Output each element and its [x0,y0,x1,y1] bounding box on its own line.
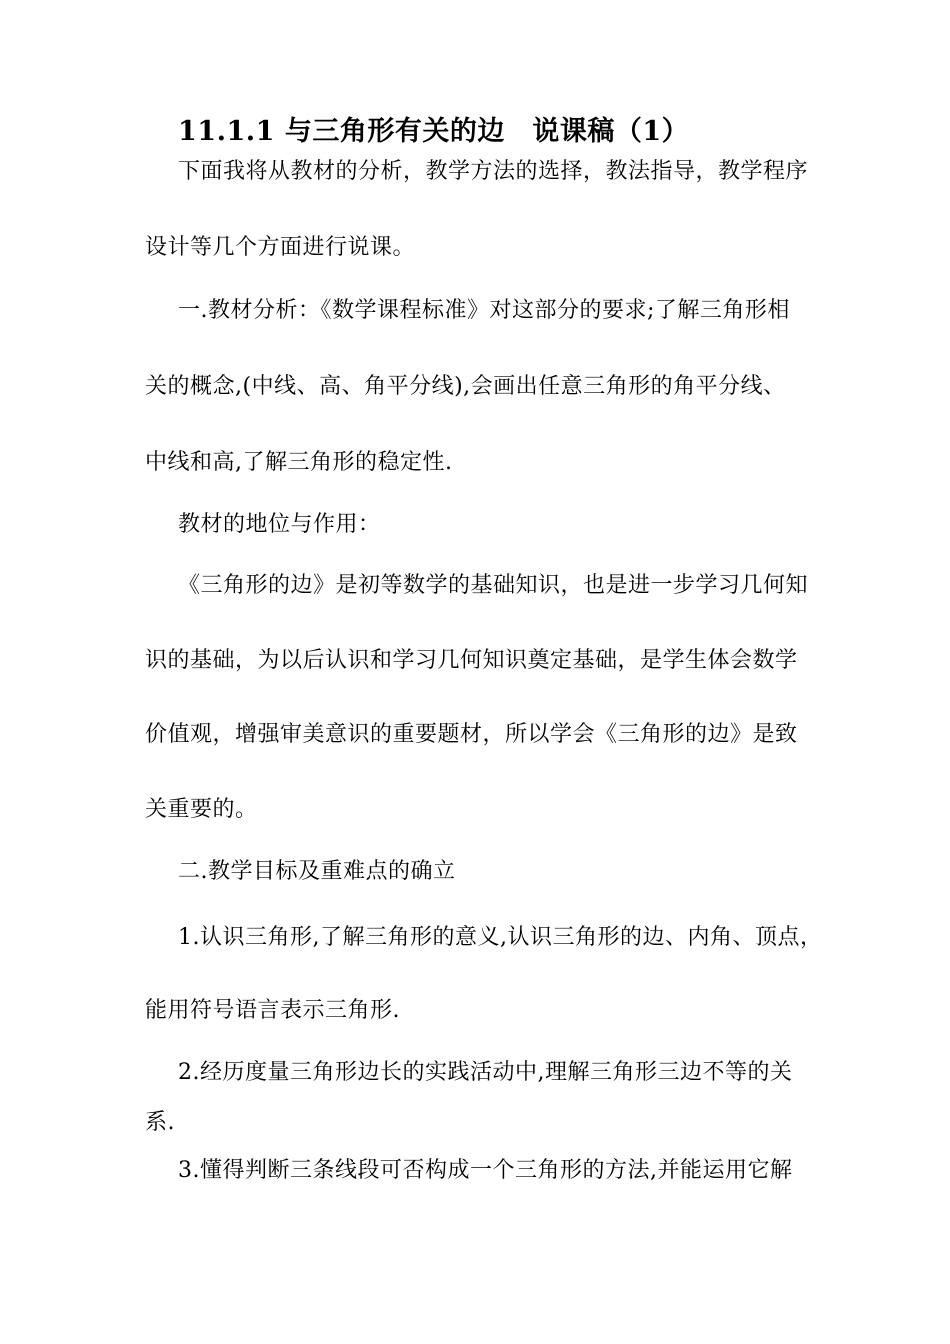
paragraph-line: 价值观，增强审美意识的重要题材，所以学会《三角形的边》是致 [145,722,798,747]
paragraph-line: 下面我将从教材的分析，教学方法的选择，教法指导，教学程序 [178,159,809,184]
paragraph-line: 二.教学目标及重难点的确立 [178,859,456,884]
paragraph-line: 关的概念,(中线、高、角平分线),会画出任意三角形的角平分线、 [145,374,786,399]
paragraph-line: 教材的地位与作用： [178,512,381,537]
paragraph-line: 一.教材分析：《数学课程标准》对这部分的要求;了解三角形相 [178,298,790,323]
paragraph-line: 关重要的。 [145,797,258,822]
paragraph-line: 3.懂得判断三条线段可否构成一个三角形的方法,并能运用它解 [178,1158,793,1183]
paragraph-line: 2.经历度量三角形边长的实践活动中,理解三角形三边不等的关 [178,1060,793,1085]
paragraph-line: 中线和高,了解三角形的稳定性. [145,450,453,475]
paragraph-line: 系. [145,1110,175,1135]
document-title: 11.1.1 与三角形有关的边 说课稿（1） [178,116,690,147]
paragraph-line: 《三角形的边》是初等数学的基础知识，也是进一步学习几何知 [178,573,809,598]
paragraph-line: 识的基础，为以后认识和学习几何知识奠定基础，是学生体会数学 [145,648,798,673]
paragraph-line: 1.认识三角形,了解三角形的意义,认识三角形的边、内角、顶点， [178,925,823,950]
paragraph-line: 能用符号语言表示三角形. [145,998,400,1023]
paragraph-line: 设计等几个方面进行说课。 [145,235,416,260]
